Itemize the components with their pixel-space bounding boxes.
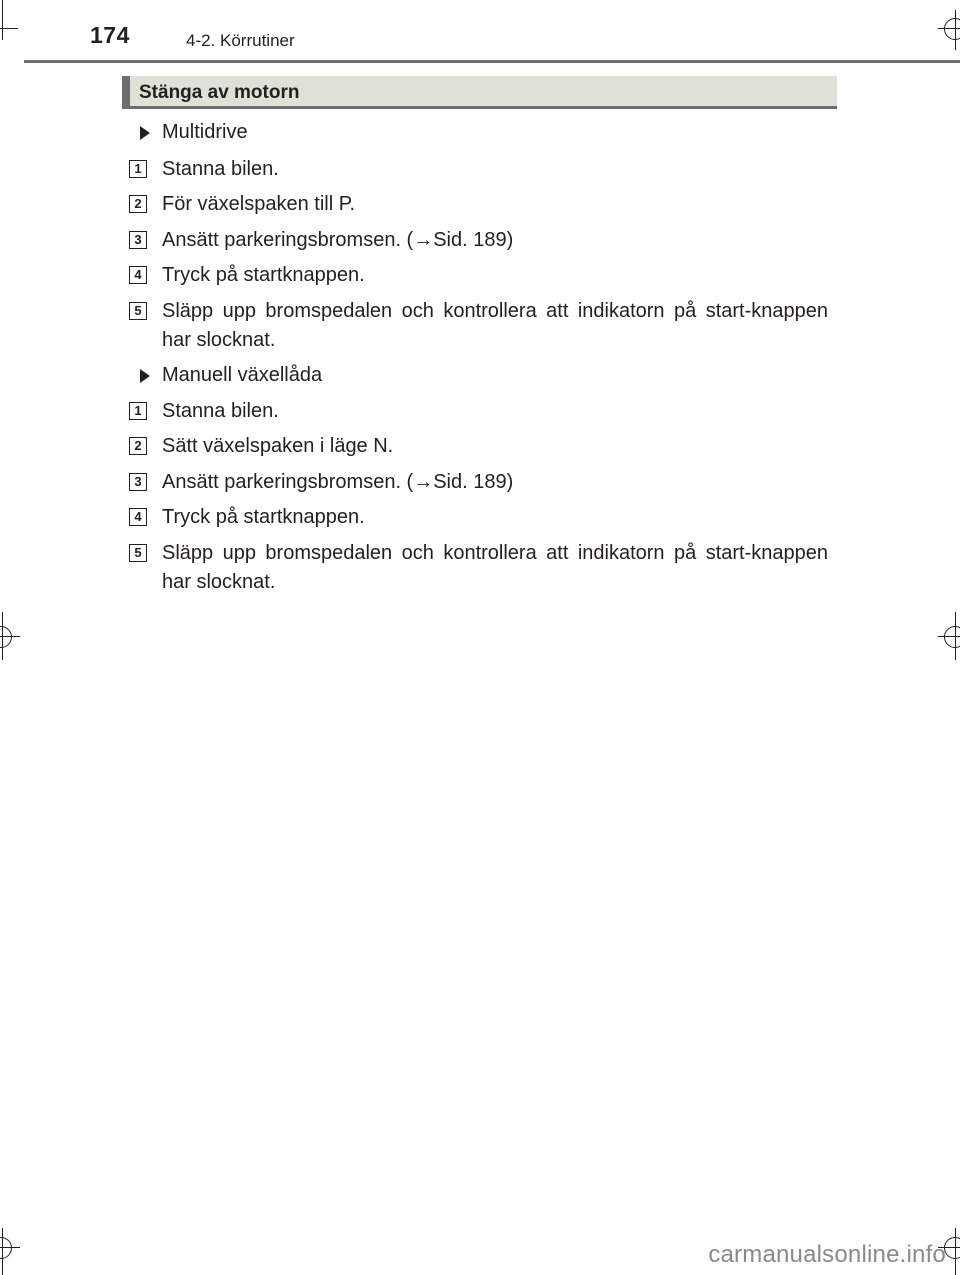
step-number: 5 [129,544,147,562]
step-text: Ansätt parkeringsbromsen. (→Sid. 189) [162,229,514,251]
header-rule [24,60,960,63]
crop-mark [955,1228,956,1275]
registration-mark-icon [944,626,960,648]
step-text: Släpp upp bromspedalen och kontrollera att indikatorn på start-knappen har slocknat. [162,300,828,351]
triangle-bullet-icon [140,369,150,383]
chapter-title: 4-2. Körrutiner [186,31,295,50]
registration-mark-icon [944,1237,960,1259]
subsection-title: Manuell växellåda [162,364,323,386]
step-text: Ansätt parkeringsbromsen. (→Sid. 189) [162,471,514,493]
step-number: 1 [129,402,147,420]
step-text: Sätt växelspaken i läge N. [162,435,394,457]
step-text: Tryck på startknappen. [162,264,365,286]
crop-mark [2,0,3,40]
crop-mark [0,1247,20,1248]
triangle-bullet-icon [140,126,150,140]
step-number: 5 [129,302,147,320]
step-number: 4 [129,508,147,526]
watermark: carmanualsonline.info [708,1241,946,1268]
crop-mark [955,612,956,660]
crop-mark [2,1228,3,1275]
step-number: 2 [129,437,147,455]
crop-mark [955,10,956,50]
subsection-multidrive [140,121,248,144]
step-text: Stanna bilen. [162,400,279,422]
step-text: För växelspaken till P. [162,193,356,215]
crop-mark [2,612,3,660]
page-number: 174 [90,22,130,48]
step-text: Stanna bilen. [162,158,279,180]
crop-mark [0,28,18,29]
crop-mark [0,636,20,637]
step-number: 3 [129,231,147,249]
subsection-title: Multidrive [162,121,248,143]
section-heading [122,76,837,109]
step-number: 3 [129,473,147,491]
registration-mark-icon [944,18,960,40]
crop-mark [938,28,960,29]
step-text: Släpp upp bromspedalen och kontrollera att indikatorn på start-knappen har slocknat. [162,542,828,593]
crop-mark [938,636,960,637]
section-heading-bar [122,76,130,109]
section-heading-text: Stänga av motorn [139,82,300,103]
subsection-manual [140,364,322,387]
step-number: 2 [129,195,147,213]
step-text: Tryck på startknappen. [162,506,365,528]
step-number: 1 [129,160,147,178]
step-number: 4 [129,266,147,284]
